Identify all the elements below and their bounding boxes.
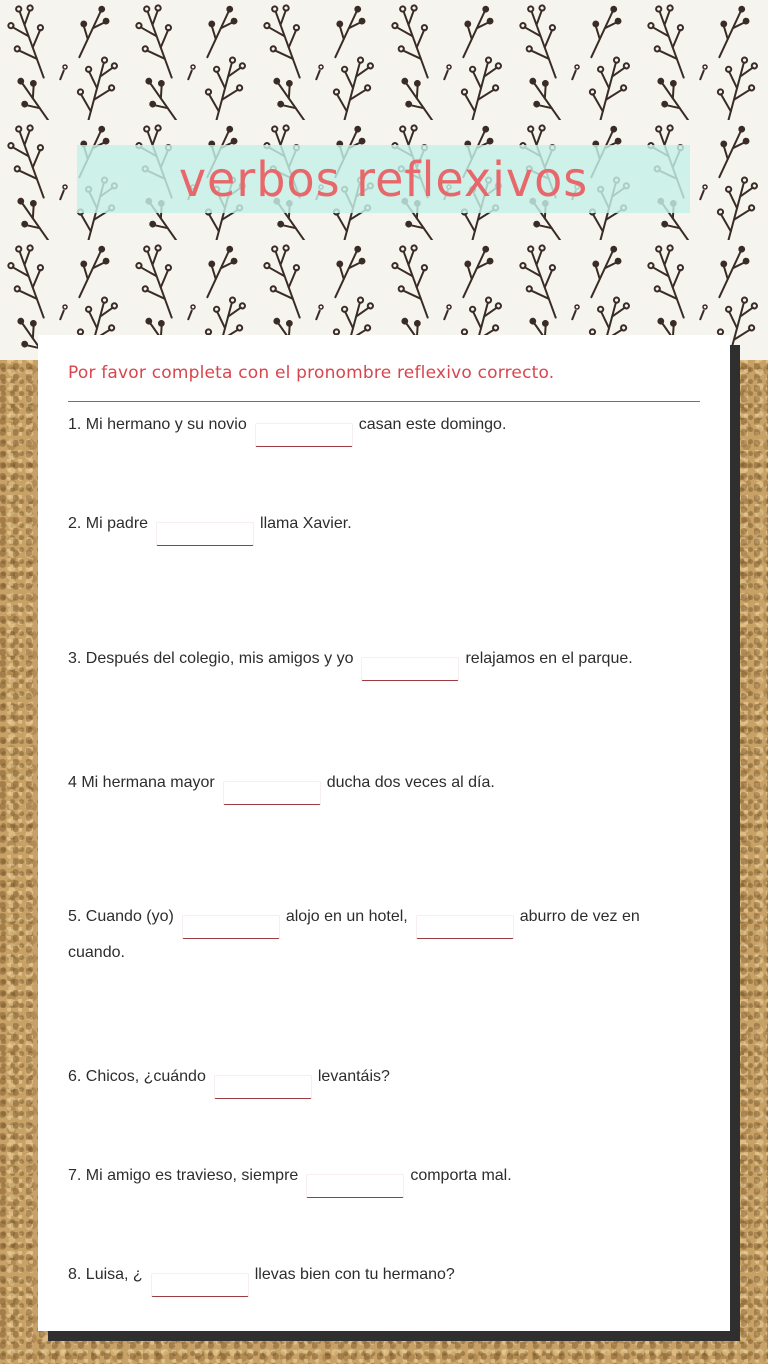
question-text: casan este domingo. [358, 416, 507, 433]
answer-blank-7[interactable] [306, 1174, 404, 1198]
question-text: llama Xavier. [260, 515, 352, 532]
question-text: 4 Mi hermana mayor [68, 774, 215, 791]
question-text: aburro de vez en cuando. [68, 908, 640, 961]
question-text: alojo en un hotel, [285, 908, 408, 925]
page-title: verbos reflexivos [178, 150, 589, 208]
answer-blank-4[interactable] [223, 781, 321, 805]
divider [68, 401, 700, 402]
question-4 [68, 769, 700, 805]
question-text: 5. Cuando (yo) [68, 908, 174, 925]
question-8 [68, 1261, 700, 1297]
question-text: 1. Mi hermano y su novio [68, 416, 247, 433]
question-1 [68, 411, 700, 447]
question-text: 8. Luisa, ¿ [68, 1266, 143, 1283]
question-5 [68, 903, 700, 967]
question-text: levantáis? [317, 1068, 390, 1085]
question-6 [68, 1063, 700, 1099]
question-text: llevas bien con tu hermano? [254, 1266, 455, 1283]
answer-blank-5b[interactable] [416, 915, 514, 939]
question-text: 7. Mi amigo es travieso, siempre [68, 1167, 299, 1184]
question-text: 2. Mi padre [68, 515, 149, 532]
question-text: comporta mal. [410, 1167, 512, 1184]
answer-blank-2[interactable] [156, 522, 254, 546]
header-banner [0, 0, 768, 360]
answer-blank-5a[interactable] [182, 915, 280, 939]
question-2 [68, 510, 700, 546]
question-text: ducha dos veces al día. [326, 774, 495, 791]
answer-blank-6[interactable] [214, 1075, 312, 1099]
question-text: relajamos en el parque. [465, 650, 633, 667]
worksheet-card [38, 335, 730, 1331]
answer-blank-3[interactable] [361, 657, 459, 681]
answer-blank-1[interactable] [255, 423, 353, 447]
question-7 [68, 1162, 700, 1198]
answer-blank-8[interactable] [151, 1273, 249, 1297]
question-text: 6. Chicos, ¿cuándo [68, 1068, 206, 1085]
title-banner [77, 145, 690, 213]
question-3 [68, 645, 700, 681]
question-text: 3. Después del colegio, mis amigos y yo [68, 650, 354, 667]
instructions-text: Por favor completa con el pronombre reflexivo correcto. [68, 363, 555, 383]
